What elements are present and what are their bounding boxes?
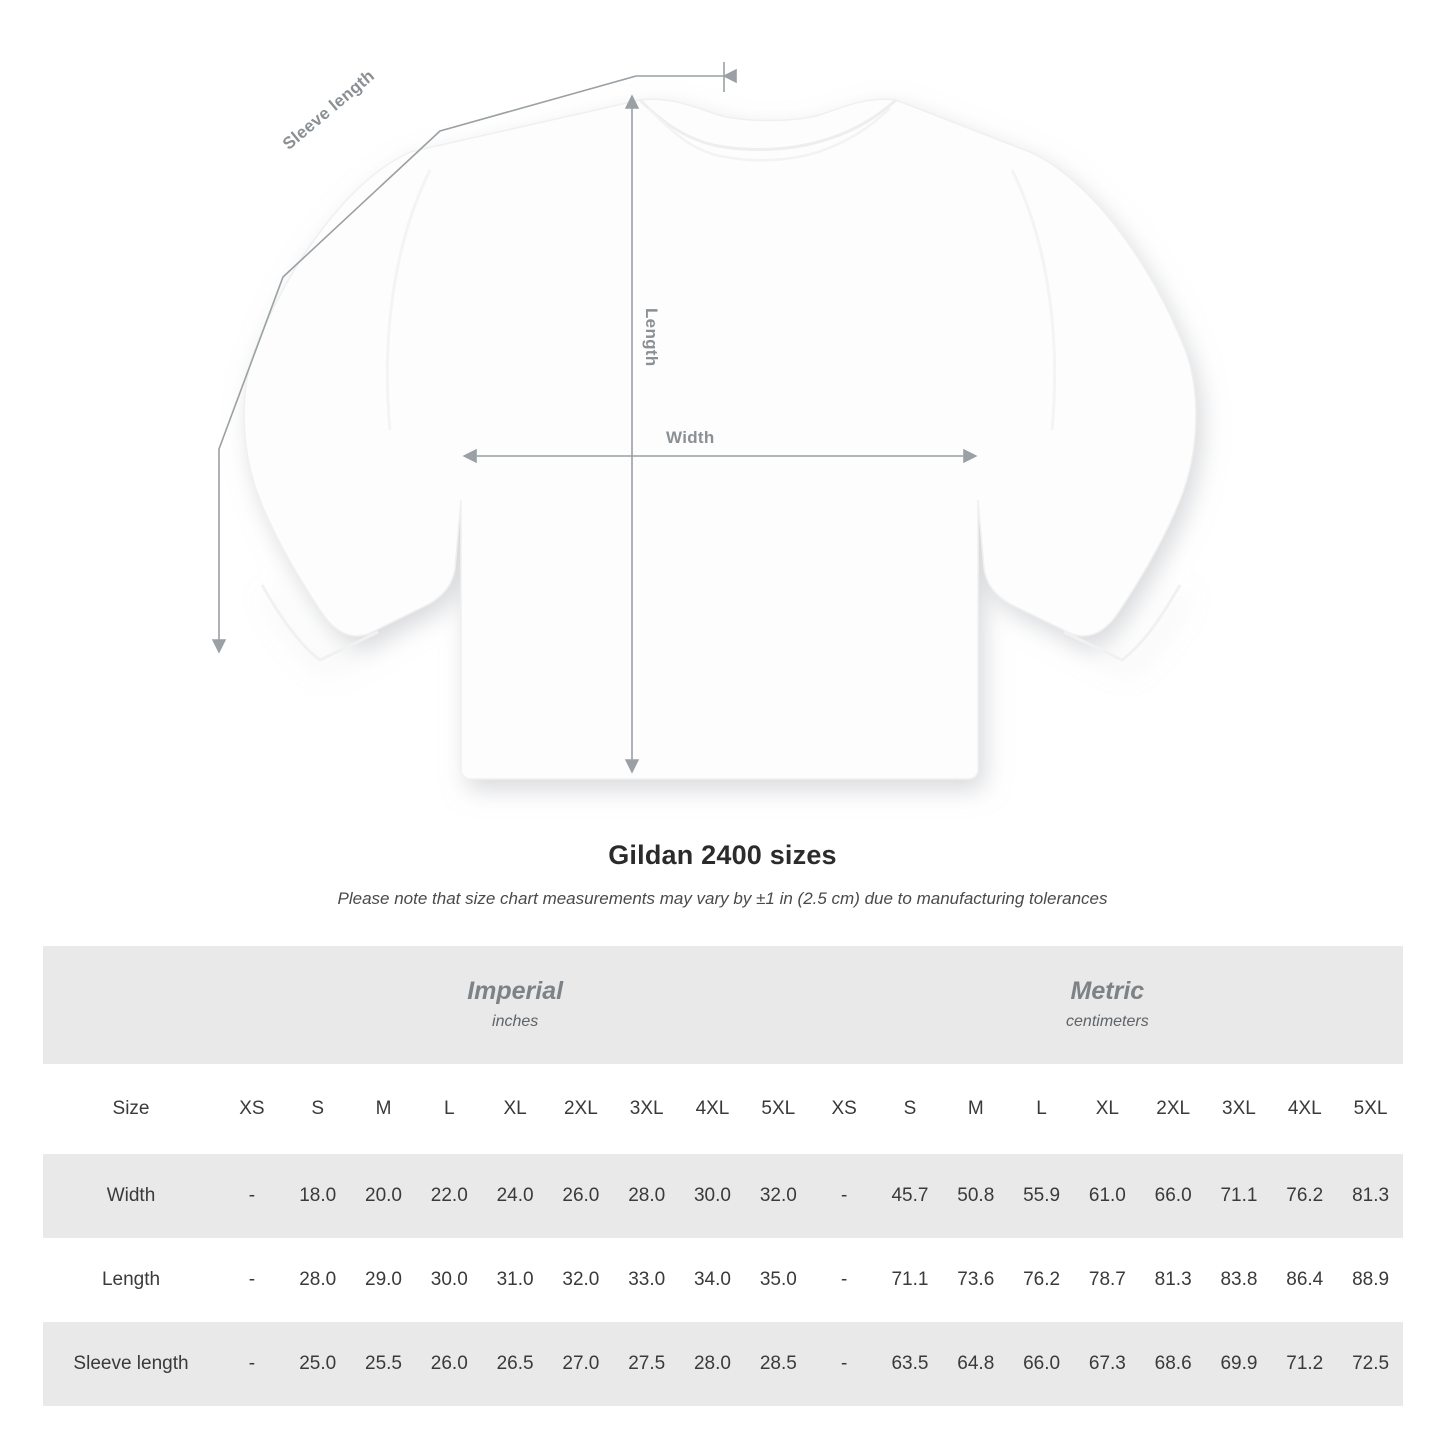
unit-header-metric	[811, 946, 1403, 1064]
cell-sleeve-imperial-4xl: 28.0	[680, 1322, 746, 1406]
size-header-label: Size	[43, 1064, 219, 1154]
cell-width-imperial-4xl: 30.0	[680, 1154, 746, 1238]
cell-sleeve-metric-5xl: 72.5	[1338, 1322, 1404, 1406]
cell-sleeve-metric-xs: -	[811, 1322, 877, 1406]
size-header-cell-metric-l: L	[1009, 1064, 1075, 1154]
cell-width-metric-2xl: 66.0	[1140, 1154, 1206, 1238]
unit-header-imperial-name: Imperial	[467, 977, 564, 1006]
width-label: Width	[666, 428, 715, 447]
cell-length-imperial-l: 30.0	[416, 1238, 482, 1322]
cell-length-metric-5xl: 88.9	[1338, 1238, 1404, 1322]
cell-sleeve-imperial-s: 25.0	[285, 1322, 351, 1406]
cell-width-imperial-l: 22.0	[416, 1154, 482, 1238]
cell-width-imperial-s: 18.0	[285, 1154, 351, 1238]
cell-width-metric-4xl: 76.2	[1272, 1154, 1338, 1238]
cell-sleeve-imperial-xl: 26.5	[482, 1322, 548, 1406]
size-chart-table	[43, 946, 1403, 1406]
size-header-cell-metric-xs: XS	[811, 1064, 877, 1154]
cell-sleeve-imperial-3xl: 27.5	[614, 1322, 680, 1406]
cell-width-metric-xl: 61.0	[1074, 1154, 1140, 1238]
cell-length-metric-3xl: 83.8	[1206, 1238, 1272, 1322]
cell-length-imperial-m: 29.0	[351, 1238, 417, 1322]
size-header-cell-metric-2xl: 2XL	[1140, 1064, 1206, 1154]
size-header-cell-metric-s: S	[877, 1064, 943, 1154]
size-header-cell-imperial-3xl: 3XL	[614, 1064, 680, 1154]
size-header-cell-imperial-4xl: 4XL	[680, 1064, 746, 1154]
size-header-cell-imperial-5xl: 5XL	[745, 1064, 811, 1154]
sleeve-length-label: Sleeve length	[279, 66, 379, 154]
unit-header-row	[43, 946, 1403, 1064]
title-block	[0, 840, 1445, 909]
size-header-cell-imperial-l: L	[416, 1064, 482, 1154]
table-row	[43, 1238, 1403, 1322]
table-row	[43, 1322, 1403, 1406]
cell-length-metric-4xl: 86.4	[1272, 1238, 1338, 1322]
cell-sleeve-imperial-5xl: 28.5	[745, 1322, 811, 1406]
cell-sleeve-metric-4xl: 71.2	[1272, 1322, 1338, 1406]
shirt-shape	[244, 99, 1196, 779]
cell-length-imperial-2xl: 32.0	[548, 1238, 614, 1322]
size-header-cell-imperial-m: M	[351, 1064, 417, 1154]
page-title: Gildan 2400 sizes	[608, 840, 837, 870]
unit-header-metric-sub: centimeters	[1066, 1013, 1149, 1031]
cell-width-imperial-3xl: 28.0	[614, 1154, 680, 1238]
row-label-width: Width	[43, 1154, 219, 1238]
cell-length-metric-l: 76.2	[1009, 1238, 1075, 1322]
cell-length-metric-xl: 78.7	[1074, 1238, 1140, 1322]
cell-length-imperial-s: 28.0	[285, 1238, 351, 1322]
cell-sleeve-metric-2xl: 68.6	[1140, 1322, 1206, 1406]
cell-length-metric-xs: -	[811, 1238, 877, 1322]
cell-length-metric-m: 73.6	[943, 1238, 1009, 1322]
cell-width-metric-5xl: 81.3	[1338, 1154, 1404, 1238]
size-chart-table-wrapper	[43, 946, 1402, 1406]
length-label: Length	[642, 308, 661, 367]
cell-width-metric-3xl: 71.1	[1206, 1154, 1272, 1238]
cell-sleeve-metric-s: 63.5	[877, 1322, 943, 1406]
cell-length-metric-s: 71.1	[877, 1238, 943, 1322]
size-header-cell-imperial-xs: XS	[219, 1064, 285, 1154]
unit-header-imperial	[219, 946, 811, 1064]
size-header-cell-imperial-2xl: 2XL	[548, 1064, 614, 1154]
cell-width-imperial-5xl: 32.0	[745, 1154, 811, 1238]
size-header-cell-metric-xl: XL	[1074, 1064, 1140, 1154]
tolerance-note: Please note that size chart measurements may vary by ±1 in (2.5 cm) due to manufacturing tolerances	[337, 889, 1108, 908]
size-header-cell-metric-5xl: 5XL	[1338, 1064, 1404, 1154]
cell-length-imperial-xs: -	[219, 1238, 285, 1322]
row-label-sleeve-length: Sleeve length	[43, 1322, 219, 1406]
cell-width-metric-m: 50.8	[943, 1154, 1009, 1238]
cell-sleeve-imperial-l: 26.0	[416, 1322, 482, 1406]
cell-length-imperial-5xl: 35.0	[745, 1238, 811, 1322]
cell-width-imperial-2xl: 26.0	[548, 1154, 614, 1238]
size-header-cell-imperial-s: S	[285, 1064, 351, 1154]
cell-length-imperial-3xl: 33.0	[614, 1238, 680, 1322]
cell-length-imperial-4xl: 34.0	[680, 1238, 746, 1322]
row-label-length: Length	[43, 1238, 219, 1322]
cell-width-metric-xs: -	[811, 1154, 877, 1238]
size-header-cell-metric-3xl: 3XL	[1206, 1064, 1272, 1154]
cell-width-imperial-m: 20.0	[351, 1154, 417, 1238]
size-header-cell-metric-m: M	[943, 1064, 1009, 1154]
cell-sleeve-metric-3xl: 69.9	[1206, 1322, 1272, 1406]
table-row	[43, 1154, 1403, 1238]
unit-header-metric-name: Metric	[1070, 977, 1145, 1006]
cell-sleeve-imperial-m: 25.5	[351, 1322, 417, 1406]
cell-length-imperial-xl: 31.0	[482, 1238, 548, 1322]
cell-width-imperial-xs: -	[219, 1154, 285, 1238]
cell-sleeve-metric-l: 66.0	[1009, 1322, 1075, 1406]
cell-width-metric-s: 45.7	[877, 1154, 943, 1238]
cell-sleeve-imperial-2xl: 27.0	[548, 1322, 614, 1406]
cell-sleeve-metric-xl: 67.3	[1074, 1322, 1140, 1406]
cell-sleeve-imperial-xs: -	[219, 1322, 285, 1406]
unit-header-imperial-sub: inches	[492, 1013, 539, 1031]
size-header-cell-metric-4xl: 4XL	[1272, 1064, 1338, 1154]
cell-sleeve-metric-m: 64.8	[943, 1322, 1009, 1406]
unit-header-spacer	[43, 946, 219, 1064]
cell-length-metric-2xl: 81.3	[1140, 1238, 1206, 1322]
size-header-row	[43, 1064, 1403, 1154]
size-header-cell-imperial-xl: XL	[482, 1064, 548, 1154]
cell-width-metric-l: 55.9	[1009, 1154, 1075, 1238]
cell-width-imperial-xl: 24.0	[482, 1154, 548, 1238]
